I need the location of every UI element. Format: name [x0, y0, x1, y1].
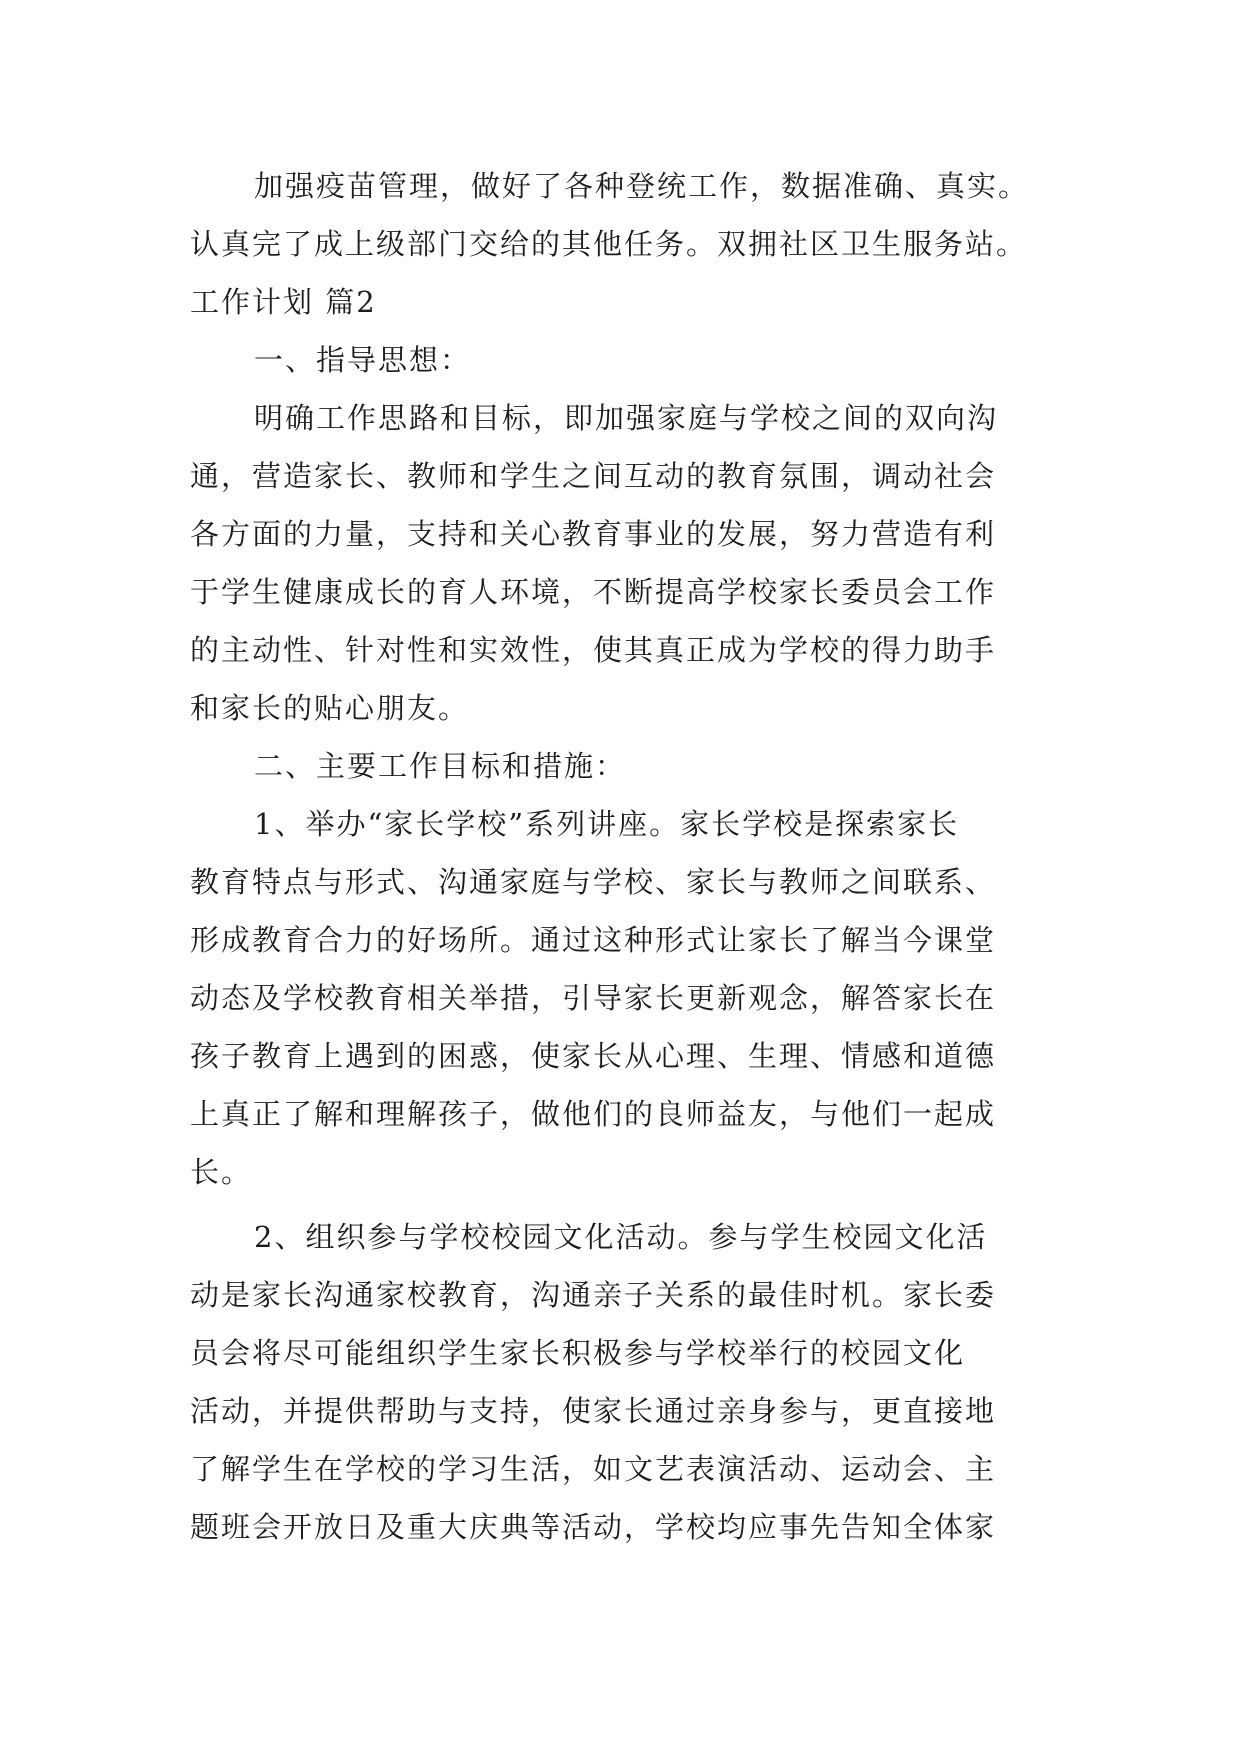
paragraph-line: 了解学生在学校的学习生活，如文艺表演活动、运动会、主 [190, 1452, 997, 1486]
paragraph-line: 形成教育合力的好场所。通过这种形式让家长了解当今课堂 [190, 923, 997, 957]
paragraph-line: 动态及学校教育相关举措，引导家长更新观念，解答家长在 [190, 981, 997, 1015]
paragraph-line: 活动，并提供帮助与支持，使家长通过亲身参与，更直接地 [190, 1394, 997, 1428]
paragraph-line: 通，营造家长、教师和学生之间互动的教育氛围，调动社会 [190, 459, 997, 493]
paragraph-line: 长。 [190, 1155, 253, 1189]
paragraph-line: 的主动性、针对性和实效性，使其真正成为学校的得力助手 [190, 633, 997, 667]
paragraph-line: 上真正了解和理解孩子，做他们的良师益友，与他们一起成 [190, 1097, 997, 1131]
paragraph-line: 加强疫苗管理，做好了各种登统工作，数据准确、真实。 [254, 169, 1030, 203]
paragraph-line: 题班会开放日及重大庆典等活动，学校均应事先告知全体家 [190, 1510, 997, 1544]
paragraph-line: 2、组织参与学校校园文化活动。参与学生校园文化活 [254, 1220, 988, 1254]
section-heading: 工作计划 篇2 [190, 285, 377, 319]
paragraph-line: 1、举办“家长学校”系列讲座。家长学校是探索家长 [254, 807, 960, 841]
paragraph-line: 于学生健康成长的育人环境，不断提高学校家长委员会工作 [190, 575, 997, 609]
subsection-heading: 二、主要工作目标和措施： [254, 749, 627, 783]
paragraph-line: 明确工作思路和目标，即加强家庭与学校之间的双向沟 [254, 401, 999, 435]
paragraph-line: 各方面的力量，支持和关心教育事业的发展，努力营造有利 [190, 517, 997, 551]
paragraph-line: 孩子教育上遇到的困惑，使家长从心理、生理、情感和道德 [190, 1039, 997, 1073]
subsection-heading: 一、指导思想： [254, 343, 472, 377]
paragraph-line: 动是家长沟通家校教育，沟通亲子关系的最佳时机。家长委 [190, 1278, 997, 1312]
paragraph-line: 和家长的贴心朋友。 [190, 691, 470, 725]
paragraph-line: 教育特点与形式、沟通家庭与学校、家长与教师之间联系、 [190, 865, 997, 899]
paragraph-line: 认真完了成上级部门交给的其他任务。双拥社区卫生服务站。 [190, 227, 1028, 261]
paragraph-line: 员会将尽可能组织学生家长积极参与学校举行的校园文化 [190, 1336, 966, 1370]
